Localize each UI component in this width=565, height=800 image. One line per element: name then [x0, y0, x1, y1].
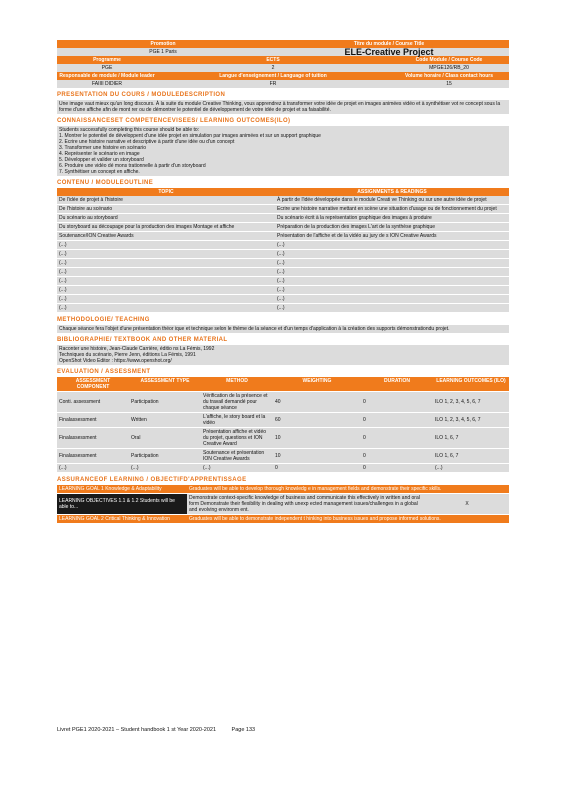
outline-topic: (...) [57, 286, 275, 295]
evaluation-row [57, 449, 509, 464]
eval-ilo: ILO 1, 6, 7 [433, 449, 509, 464]
goal1-label: LEARNING GOAL 1 Knowledge & Adaptability [57, 485, 187, 494]
evaluation-row [57, 464, 509, 473]
eval-method: Vérification de la présence et du travail demandé pour chaque séance [201, 392, 273, 413]
eval-header-weighting: WEIGHTING [273, 377, 361, 392]
outline-row [57, 205, 509, 214]
evaluation-title: EVALUATION / ASSESSMENT [57, 369, 151, 375]
footer-text: Livret PGE1 2020-2021 – Student handbook 1 st Year 2020-2021 [57, 727, 217, 733]
outline-assignment: (...) [275, 304, 509, 313]
page-number: Page 133 [231, 727, 256, 733]
goal1-text: Graduates will be able to develop thorough knowledg e in management fields and demonstrate their specific skills. [187, 485, 509, 494]
evaluation-row [57, 413, 509, 428]
goal2-label: LEARNING GOAL 2 Critical Thinking & Innovation [57, 515, 187, 524]
eval-type: Participation [129, 449, 201, 464]
assignments-header: ASSIGNMENTS & READINGS [357, 189, 427, 195]
eval-method: (...) [201, 464, 273, 473]
presentation-title: PRESENTATION DU COURS / MODULEDESCRIPTION [57, 92, 226, 98]
eval-weight: 40 [273, 392, 361, 413]
assurance-title: ASSURANCEOF LEARNING / OBJECTIFD'APPRENTISSAGE [57, 477, 247, 483]
outcome-item: 7. Synthétiser un concept en affiche. [59, 169, 140, 175]
eval-weight: 60 [273, 413, 361, 428]
eval-duration: 0 [361, 392, 433, 413]
assurance-table [57, 485, 509, 524]
outcomes-intro: Students successfully completing this course should be able to: [59, 127, 200, 133]
bibliography-item: OpenShot Video Editor : https://www.openshot.org/ [59, 358, 172, 364]
outline-assignment: Présentation de l'affiche et de la vidéo au jury de s ION Creative Awards [275, 232, 509, 241]
evaluation-row [57, 428, 509, 449]
bibliography-item: Raconter une histoire, Jean-Claude Carrière, éditio ns La Fémis, 1992 [59, 346, 215, 352]
course-code-value: MPGE126/RB_20 [429, 65, 469, 71]
eval-component: Finalassessment [57, 428, 129, 449]
contact-hours-label: Volume horaire / Class contact hours [405, 73, 493, 79]
objectives-label: LEARNING OBJECTIVES 1.1 & 1.2 Students will be able to... [57, 494, 187, 515]
course-title-label: Titre du module / Course Title [353, 41, 425, 47]
eval-weight: 10 [273, 449, 361, 464]
outcomes-title: CONNAISSANCESET COMPETENCEVISEES/ LEARNING OUTCOMES(ILO) [57, 118, 291, 124]
methodology-title: METHODOLOGIE/ TEACHING [57, 317, 150, 323]
bibliography-title: BIBLIOGRAPHIE/ TEXTBOOK AND OTHER MATERIAL [57, 337, 228, 343]
outcome-item: 1. Montrer le potentiel de développent d'une idée projet en simulation par images animées et sur un support graphique [59, 133, 321, 139]
outline-table [57, 188, 509, 313]
bibliography-box [57, 345, 509, 365]
outline-row [57, 214, 509, 223]
outline-row [57, 268, 509, 277]
language-label: Langue d'enseignement / Language of tuition [219, 73, 327, 79]
outline-row [57, 250, 509, 259]
eval-header-duration: DURATION [361, 377, 433, 392]
eval-header-component: ASSESSMENT COMPONENT [57, 377, 129, 392]
eval-duration: 0 [361, 464, 433, 473]
outline-assignment: (...) [275, 295, 509, 304]
goal2-text: Graduates will be able to demonstrate independent t hinking into business issues and propose informed solutions. [187, 515, 509, 524]
outcome-item: 5. Développer et valider un storyboard [59, 157, 144, 163]
outline-row [57, 304, 509, 313]
outline-topic: (...) [57, 277, 275, 286]
outline-assignment: (...) [275, 241, 509, 250]
course-title-value: ELE-Creative Project [344, 47, 434, 57]
eval-component: (...) [57, 464, 129, 473]
outline-topic: (...) [57, 304, 275, 313]
outcome-item: 4. Représenter le scénario en image [59, 151, 140, 157]
eval-component: Finalassessment [57, 449, 129, 464]
outline-assignment: (...) [275, 268, 509, 277]
outline-row [57, 196, 509, 205]
eval-type: Oral [129, 428, 201, 449]
eval-header-type: ASSESSMENT TYPE [129, 377, 201, 392]
outline-topic: De l'idée de projet à l'histoire [57, 196, 275, 205]
eval-ilo: ILO 1, 2, 3, 4, 5, 6, 7 [433, 413, 509, 428]
presentation-text: Une image vaut mieux qu'un long discours. À la suite du module Creative Thinking, vous apprendrez à transformer votre idée de projet en images animées vidéo et à synthétiser vot re concept sous la forme d'une affiche afin de mont rer ou de démontrer le potentiel de développement de votre idée de projet et sa faisabilité. [57, 100, 509, 114]
outline-topic: (...) [57, 259, 275, 268]
eval-ilo: ILO 1, 6, 7 [433, 428, 509, 449]
outline-row [57, 241, 509, 250]
outcome-item: 3. Transformer une histoire en scénario [59, 145, 146, 151]
outline-topic: (...) [57, 250, 275, 259]
outline-topic: Du scénario au storyboard [57, 214, 275, 223]
eval-component: Conti. assessment [57, 392, 129, 413]
course-code-label: Code Module / Course Code [415, 57, 483, 63]
programme-label: Programme [93, 57, 121, 63]
module-leader-value: FAIIII DIDIER [91, 81, 122, 87]
methodology-text: Chaque séance fera l'objet d'une présentation théor ique et technique selon le thème de la séance et d'un temps d'application à la création des supports démonstrationdu projet. [57, 325, 509, 333]
eval-weight: 10 [273, 428, 361, 449]
outcomes-box [57, 126, 509, 176]
eval-header-ilo: LEARNING OUTCOMES (ILO) [433, 377, 509, 392]
page-footer [57, 727, 509, 733]
eval-method: Présentation affiche et vidéo du projet, questions et ION Creative Award [201, 428, 273, 449]
outline-topic: Du storyboard au découpage pour la production des images Montage et affiche [57, 223, 275, 232]
eval-ilo: ILO 1, 2, 3, 4, 5, 6, 7 [433, 392, 509, 413]
outline-assignment: Du scénario écrit à la représentation graphique des images à produire [275, 214, 509, 223]
outline-row [57, 295, 509, 304]
outline-assignment: (...) [275, 259, 509, 268]
outline-topic: De l'histoire au scénario [57, 205, 275, 214]
bibliography-item: Techniques du scénario, Pierre Jenn, éditions La Fémis, 1991 [59, 352, 196, 358]
eval-component: Finalassessment [57, 413, 129, 428]
programme-value: PGE [101, 65, 113, 71]
objectives-text: Demonstrate context-specific knowledge of business and communicate this effectively in written and oral form Demonstrate their flexibility in dealing with unexp ected management issues/challenges in a global and evolving environm ent. [187, 494, 425, 515]
module-leader-label: Responsable de module / Module leader [59, 73, 155, 79]
promotion-label: Promotion [150, 41, 176, 47]
eval-duration: 0 [361, 413, 433, 428]
eval-header-method: METHOD [201, 377, 273, 392]
outline-topic: (...) [57, 268, 275, 277]
outline-row [57, 259, 509, 268]
eval-type: Participation [129, 392, 201, 413]
header-table [57, 40, 509, 88]
contact-hours-value: 15 [446, 81, 452, 87]
ects-value: 2 [271, 65, 275, 71]
eval-type: (...) [129, 464, 201, 473]
outcome-item: 2. Ecrire une histoire narrative et descriptive à partir d'une idée ou d'un concept [59, 139, 235, 145]
syllabus-page [57, 40, 509, 524]
topic-header: TOPIC [158, 189, 174, 195]
language-value: FR [269, 81, 277, 87]
outline-title: CONTENU / MODULEOUTLINE [57, 180, 154, 186]
ects-label: ECTS [266, 57, 280, 63]
outline-assignment: Ecrire une histoire narrative mettant en scène une situation d'usage ou de fonctionnement du projet [275, 205, 509, 214]
eval-duration: 0 [361, 428, 433, 449]
outline-row [57, 277, 509, 286]
outline-row [57, 232, 509, 241]
eval-duration: 0 [361, 449, 433, 464]
outline-row [57, 286, 509, 295]
outline-row [57, 223, 509, 232]
outline-assignment: (...) [275, 250, 509, 259]
objectives-mark: X [425, 494, 509, 515]
eval-type: Written [129, 413, 201, 428]
outcome-item: 6. Produire une vidéo dé mons trationnelle à partir d'un storyboard [59, 163, 206, 169]
eval-method: L'affiche, le story board et la vidéo [201, 413, 273, 428]
outline-topic: Soutenance/ION Creative Awards [57, 232, 275, 241]
eval-weight: 0 [273, 464, 361, 473]
outline-assignment: À partir de l'idée développée dans le module Creati ve Thinking ou sur une autre idée de projet [275, 196, 509, 205]
outline-assignment: (...) [275, 286, 509, 295]
eval-method: Soutenance et présentation ION Creative Awards [201, 449, 273, 464]
outline-assignment: (...) [275, 277, 509, 286]
eval-ilo: (...) [433, 464, 509, 473]
evaluation-row [57, 392, 509, 413]
evaluation-table [57, 377, 509, 473]
promotion-value: PGE 1 Paris [149, 49, 177, 55]
outline-topic: (...) [57, 241, 275, 250]
outline-topic: (...) [57, 295, 275, 304]
outline-assignment: Préparation de la production des images L'art de la synthèse graphique [275, 223, 509, 232]
